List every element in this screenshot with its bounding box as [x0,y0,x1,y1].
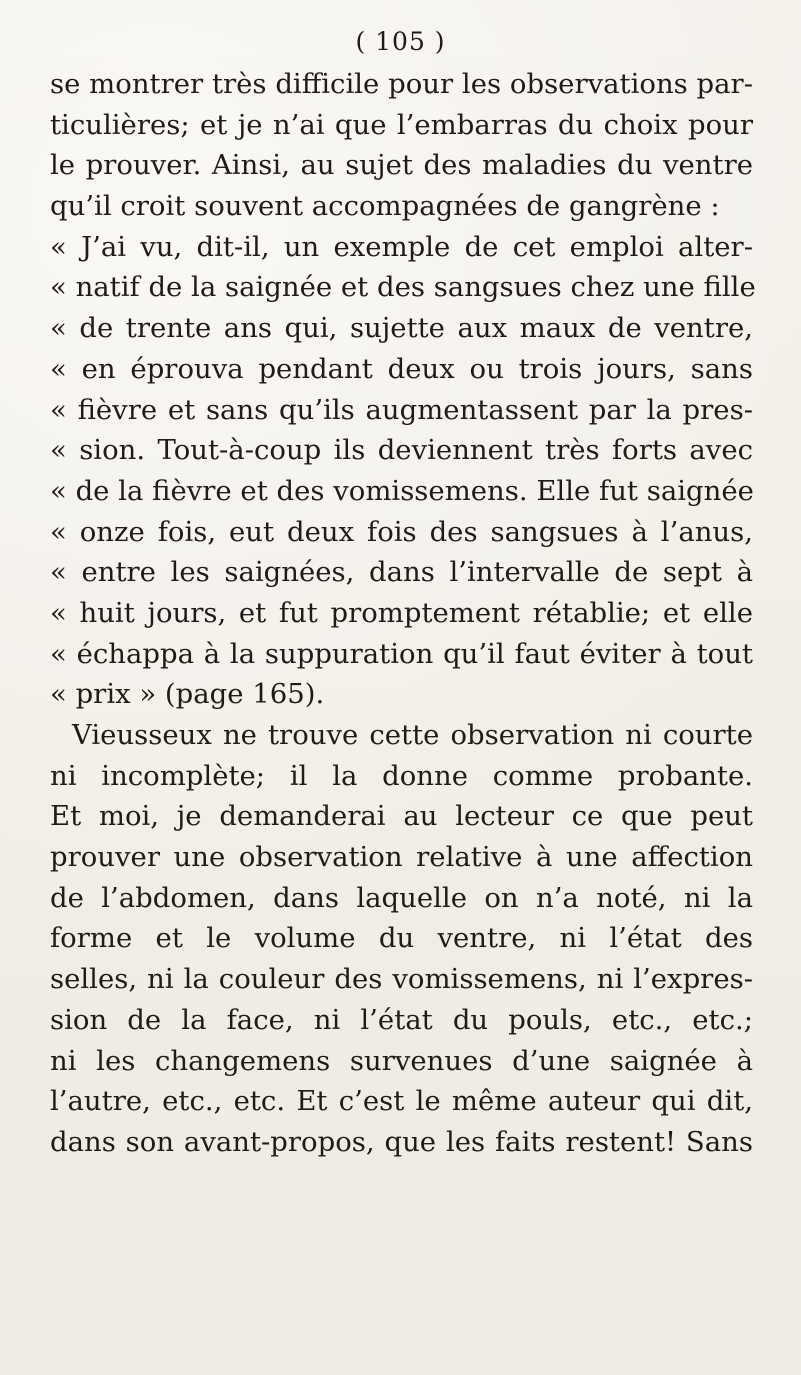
page-number: ( 105 ) [355,27,446,56]
body-text [50,64,756,1163]
quote-line: « sion. Tout-à-coup ils deviennent très forts avec [50,434,753,467]
text-line: ni les changemens survenues d’une saignée à [50,1044,753,1077]
quote-line: « onze fois, eut deux fois des sangsues à l’anus, [50,515,753,548]
quote-line: « échappa à la suppuration qu’il faut éviter à tout [50,637,753,670]
text-line: ni incomplète; il la donne comme probante. [50,759,753,792]
text-line: dans son avant-propos, que les faits restent! Sans [50,1125,753,1158]
text-line: le prouver. Ainsi, au sujet des maladies du ventre [50,149,753,182]
paragraph-start-line: Vieusseux ne trouve cette observation ni courte [72,719,753,751]
text-line: selles, ni la couleur des vomissemens, ni l’expres- [50,963,753,996]
quote-line: « de trente ans qui, sujette aux maux de ventre, [50,312,753,345]
text-line: prouver une observation relative à une affection [50,841,753,874]
text-line: ticulières; et je n’ai que l’embarras du choix pour [50,108,753,141]
text-line: forme et le volume du ventre, ni l’état des [50,922,753,955]
quote-line: « natif de la saignée et des sangsues chez une fille [50,271,756,304]
quote-line: « fièvre et sans qu’ils augmentassent par la pres- [50,393,753,426]
quote-line: « prix » (page 165). [50,678,325,711]
text-line: qu’il croit souvent accompagnées de gangrène : [50,190,720,223]
text-line: Et moi, je demanderai au lecteur ce que peut [50,800,753,833]
text-line: sion de la face, ni l’état du pouls, etc., etc.; [50,1003,753,1036]
text-line: se montrer très difficile pour les observations par- [50,68,753,100]
quote-line: « huit jours, et fut promptement rétablie; et elle [50,596,753,629]
text-line: de l’abdomen, dans laquelle on n’a noté, ni la [50,881,753,914]
quote-line: « de la fièvre et des vomissemens. Elle fut saignée [50,474,754,507]
text-line: l’autre, etc., etc. Et c’est le même auteur qui dit, [50,1085,753,1118]
quote-line: « entre les saignées, dans l’intervalle de sept à [50,556,753,589]
quote-line: « J’ai vu, dit-il, un exemple de cet emploi alter- [50,230,753,263]
quote-line: « en éprouva pendant deux ou trois jours, sans [50,352,753,385]
